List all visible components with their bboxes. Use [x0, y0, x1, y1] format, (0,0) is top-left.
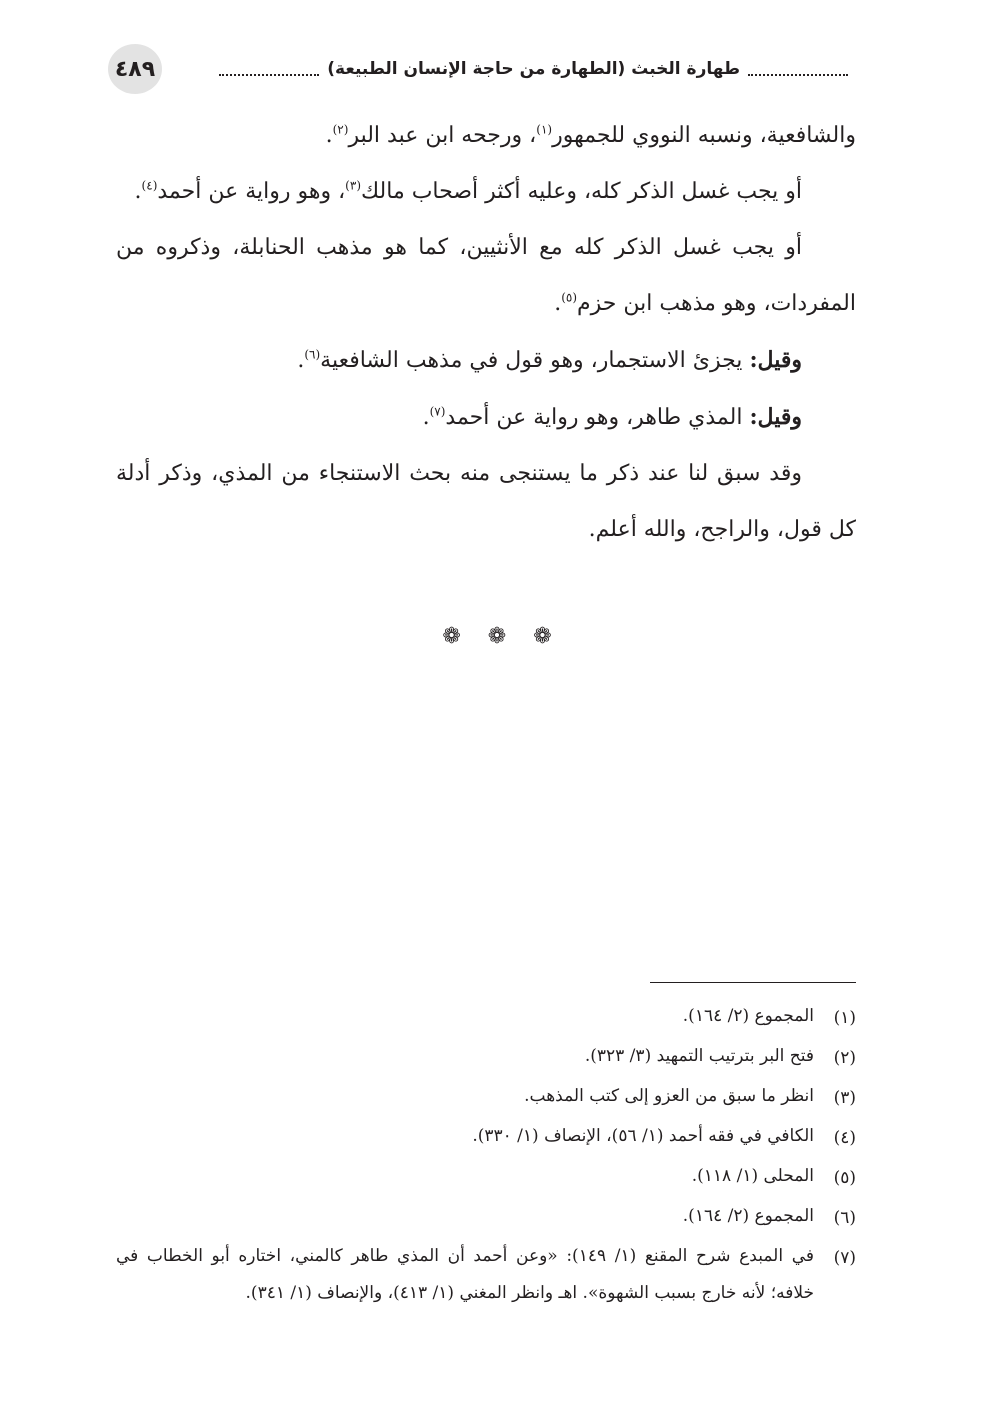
footnote-number: (٦) [833, 1208, 856, 1228]
paragraph-text: . [554, 291, 562, 316]
running-title-text: طهارة الخبث (الطهارة من حاجة الإنسان الطبيعة) [327, 59, 740, 79]
paragraph-6 [116, 446, 856, 558]
footnote-ref-4[interactable]: (٤) [141, 178, 158, 193]
footnote-4 [116, 1118, 856, 1158]
footnote-number: (٥) [833, 1168, 856, 1188]
bold-lead: وقيل: [749, 404, 802, 430]
footnote-3 [116, 1078, 856, 1118]
footnote-text: انظر ما سبق من العزو إلى كتب المذهب. [524, 1086, 814, 1106]
section-separator-ornament: ❁ ❁ ❁ [442, 624, 562, 649]
paragraph-text: يجزئ الاستجمار، وهو قول في مذهب الشافعية [320, 348, 750, 373]
paragraph-4 [116, 332, 856, 389]
paragraph-text: ، وهو رواية عن أحمد [157, 179, 346, 204]
paragraph-5 [116, 389, 856, 446]
running-title [211, 52, 856, 86]
paragraph-text: والشافعية، ونسبه النووي للجمهور [552, 123, 856, 148]
main-text [116, 108, 856, 558]
leader-dots-left [219, 74, 319, 76]
paragraph-3 [116, 220, 856, 332]
paragraph-text: المذي طاهر، وهو رواية عن أحمد [445, 405, 750, 430]
footnote-2 [116, 1038, 856, 1078]
page-number: ٤٨٩ [114, 56, 156, 82]
footnote-divider [650, 982, 856, 983]
footnote-1 [116, 998, 856, 1038]
footnote-7 [116, 1238, 856, 1312]
paragraph-2 [116, 164, 856, 220]
footnote-text: المجموع (٢/ ١٦٤). [682, 1006, 814, 1026]
footnote-text: المجموع (٢/ ١٦٤). [682, 1206, 814, 1226]
paragraph-1 [116, 108, 856, 164]
footnotes [116, 998, 856, 1312]
footnote-5 [116, 1158, 856, 1198]
footnote-text: المحلى (١/ ١١٨). [691, 1166, 814, 1186]
paragraph-text: وقد سبق لنا عند ذكر ما يستنجى منه بحث الاستنجاء من المذي، وذكر أدلة كل قول، والراجح، والله أعلم. [116, 461, 856, 542]
paragraph-text: . [134, 179, 142, 204]
paragraph-text: . [325, 123, 333, 148]
footnote-ref-1[interactable]: (١) [536, 122, 553, 137]
page-header [108, 44, 856, 94]
footnote-6 [116, 1198, 856, 1238]
leader-dots-right [748, 74, 848, 76]
paragraph-text: أو يجب غسل الذكر كله، وعليه أكثر أصحاب مالك [361, 179, 802, 204]
footnote-ref-3[interactable]: (٣) [345, 178, 361, 193]
footnote-number: (١) [833, 1008, 856, 1028]
footnote-ref-7[interactable]: (٧) [429, 404, 446, 419]
paragraph-text: أو يجب غسل الذكر كله مع الأنثيين، كما هو مذهب الحنابلة، وذكروه من المفردات، وهو مذهب ابن حزم [116, 235, 856, 316]
footnote-ref-2[interactable]: (٢) [332, 122, 349, 137]
bold-lead: وقيل: [749, 347, 802, 373]
paragraph-text: . [422, 405, 430, 430]
paragraph-text: ، ورجحه ابن عبد البر [348, 123, 537, 148]
footnote-text: في المبدع شرح المقنع (١/ ١٤٩): «وعن أحمد أن المذي طاهر كالمني، اختاره أبو الخطاب في خلافه؛ لأنه خارج بسبب الشهوة». اهـ وانظر المغني (١/ ٤١٣)، والإنصاف (١/ ٣٤١). [116, 1246, 815, 1303]
footnote-number: (٣) [833, 1088, 856, 1108]
footnote-number: (٢) [833, 1048, 856, 1068]
footnote-text: فتح البر بترتيب التمهيد (٣/ ٣٢٣). [584, 1046, 814, 1066]
footnote-ref-5[interactable]: (٥) [561, 290, 578, 305]
footnote-number: (٤) [833, 1128, 856, 1148]
paragraph-text: . [297, 348, 305, 373]
page-number-badge [108, 44, 162, 94]
footnote-number: (٧) [833, 1248, 856, 1268]
footnote-text: الكافي في فقه أحمد (١/ ٥٦)، الإنصاف (١/ ٣٣٠). [472, 1126, 814, 1146]
footnote-ref-6[interactable]: (٦) [304, 347, 321, 362]
